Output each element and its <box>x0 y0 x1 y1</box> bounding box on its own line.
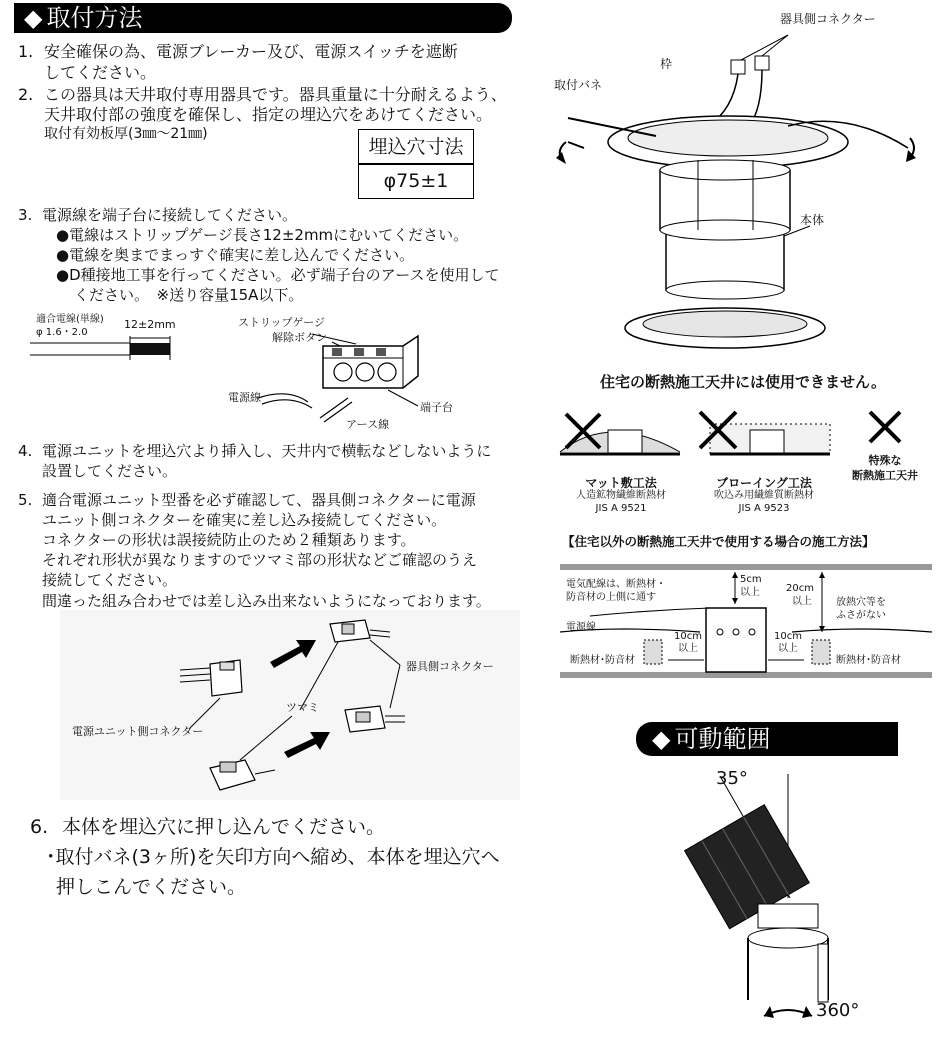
fig-wire-size: φ 1.6・2.0 <box>36 327 88 338</box>
note-wiring-1: 電気配線は、断熱材・ <box>566 579 666 590</box>
fig-terminal: 端子台 <box>420 401 453 414</box>
power-line-label: 電源線 <box>566 622 596 633</box>
dim-20cm-up: 以上 <box>792 596 812 607</box>
note-vent-1: 放熱穴等を <box>836 597 886 608</box>
step1-number: 1. <box>18 42 34 61</box>
insulation-left: 断熱材･防音材 <box>570 655 635 666</box>
blow-method-name: ブローイング工法 <box>716 476 812 490</box>
fig-strip-gauge: ストリップゲージ <box>238 316 326 329</box>
movable-range-diagram <box>680 768 880 1038</box>
insulation-right: 断熱材･防音材 <box>836 655 901 666</box>
other-method-title: 【住宅以外の断熱施工天井で使用する場合の施工方法】 <box>562 534 875 549</box>
step6-line1: 本体を埋込穴に押し込んでください。 <box>62 816 386 838</box>
step2-line2: 天井取付部の強度を確保し、指定の埋込穴をあけてください。 <box>44 105 493 124</box>
step6-line3: 押しこんでください。 <box>56 876 247 898</box>
fig-power-wire: 電源線 <box>228 391 261 404</box>
step5-line2: ユニット側コネクターを確実に差し込み接続してください。 <box>42 511 447 529</box>
step5-line4: それぞれ形状が異なりますのでツマミ部の形状などご確認のうえ <box>42 551 478 569</box>
note-vent-2: ふさがない <box>836 610 886 621</box>
step5-line3: コネクターの形状は誤接続防止のため２種類あります。 <box>42 531 416 549</box>
special-insulation-1: 特殊な <box>868 454 902 467</box>
fig-spring-label: 取付バネ <box>554 78 603 92</box>
mat-method-jis: JIS A 9521 <box>595 503 647 514</box>
step5-line1: 適合電源ユニット型番を必ず確認して、器具側コネクターに電源 <box>42 491 476 509</box>
fig-conn-fixture: 器具側コネクター <box>406 660 494 673</box>
fig-strip-length: 12±2mm <box>124 318 176 331</box>
step4-number: 4. <box>18 442 33 460</box>
dim-5cm: 5cm <box>740 574 762 585</box>
step3-bullet1: ●電線はストリップゲージ長さ12±2mmにむいてください。 <box>56 226 469 244</box>
step1-line1: 安全確保の為、電源ブレーカー及び、電源スイッチを遮断 <box>44 42 458 61</box>
range-header-text: 可動範囲 <box>674 725 771 753</box>
step2-line1: この器具は天井取付専用器具です。器具重量に十分耐えるよう、 <box>44 85 507 104</box>
angle-360: 360° <box>816 1000 860 1021</box>
dim-10cm-left: 10cm <box>674 631 702 642</box>
step3-bullet3a: ●D種接地工事を行ってください。必ず端子台のアースを使用して <box>56 266 500 284</box>
step4-line2: 設置してください。 <box>42 462 178 480</box>
angle-35: 35° <box>716 768 748 789</box>
step5-line6: 間違った組み合わせでは差し込み出来ないようになっております。 <box>42 592 491 610</box>
special-insulation-2: 断熱施工天井 <box>852 469 918 482</box>
install-header-text: 取付方法 <box>46 4 143 32</box>
step3-number: 3. <box>18 206 33 224</box>
range-header <box>636 722 898 756</box>
downlight-fixture-diagram <box>548 30 938 360</box>
fig-fixture-connector: 器具側コネクター <box>780 12 876 26</box>
step4-line1: 電源ユニットを埋込穴より挿入し、天井内で横転などしないように <box>42 442 492 460</box>
step6-line2: ･取付バネ(3ヶ所)を矢印方向へ縮め、本体を埋込穴へ <box>46 846 500 868</box>
step5-number: 5. <box>18 491 33 509</box>
mat-method-desc: 人造鉱物繊維断熱材 <box>576 490 666 501</box>
warning-text: 住宅の断熱施工天井には使用できません。 <box>600 373 886 391</box>
hole-size-value <box>358 163 474 199</box>
wire-strip-diagram <box>30 330 190 370</box>
note-wiring-2: 防音材の上側に通す <box>566 592 656 603</box>
step1-line2: してください。 <box>44 63 157 82</box>
blow-method-jis: JIS A 9523 <box>738 503 790 514</box>
dim-5cm-up: 以上 <box>740 587 760 598</box>
fig-frame-label: 枠 <box>660 57 673 71</box>
blow-method-desc: 吹込み用繊維質断熱材 <box>714 490 814 501</box>
dim-20cm: 20cm <box>786 583 814 594</box>
dim-10cm-right-up: 以上 <box>778 643 798 654</box>
terminal-block-diagram <box>228 328 438 428</box>
step2-number: 2. <box>18 85 34 104</box>
install-header <box>14 3 512 33</box>
step6-number: 6. <box>30 816 49 838</box>
diamond-icon: ◆ <box>652 725 671 753</box>
mat-method-name: マット敷工法 <box>585 476 657 490</box>
fig-release-button: 解除ボタン <box>272 331 327 344</box>
step2-line3: 取付有効板厚(3㎜～21㎜) <box>44 126 208 142</box>
fig-conn-unit: 電源ユニット側コネクター <box>72 725 204 738</box>
step5-line5: 接続してください。 <box>42 571 178 589</box>
hole-size-title-text: 埋込穴寸法 <box>368 136 464 158</box>
fig-earth-wire: アース線 <box>346 418 390 431</box>
diamond-icon: ◆ <box>24 4 43 32</box>
hole-size-title <box>358 129 474 165</box>
step3-line1: 電源線を端子台に接続してください。 <box>42 206 298 224</box>
hole-size-value-text: φ75±1 <box>383 170 449 192</box>
step3-bullet3b: ください。 ※送り容量15A以下。 <box>74 286 304 304</box>
fig-knob: ツマミ <box>286 701 319 714</box>
step3-bullet2: ●電線を奥までまっすぐ確実に差し込んでください。 <box>56 246 415 264</box>
fig-wire-spec: 適合電線(単線) <box>36 314 104 325</box>
dim-10cm-right: 10cm <box>774 631 802 642</box>
dim-10cm-left-up: 以上 <box>678 643 698 654</box>
fig-body-label: 本体 <box>800 213 825 227</box>
